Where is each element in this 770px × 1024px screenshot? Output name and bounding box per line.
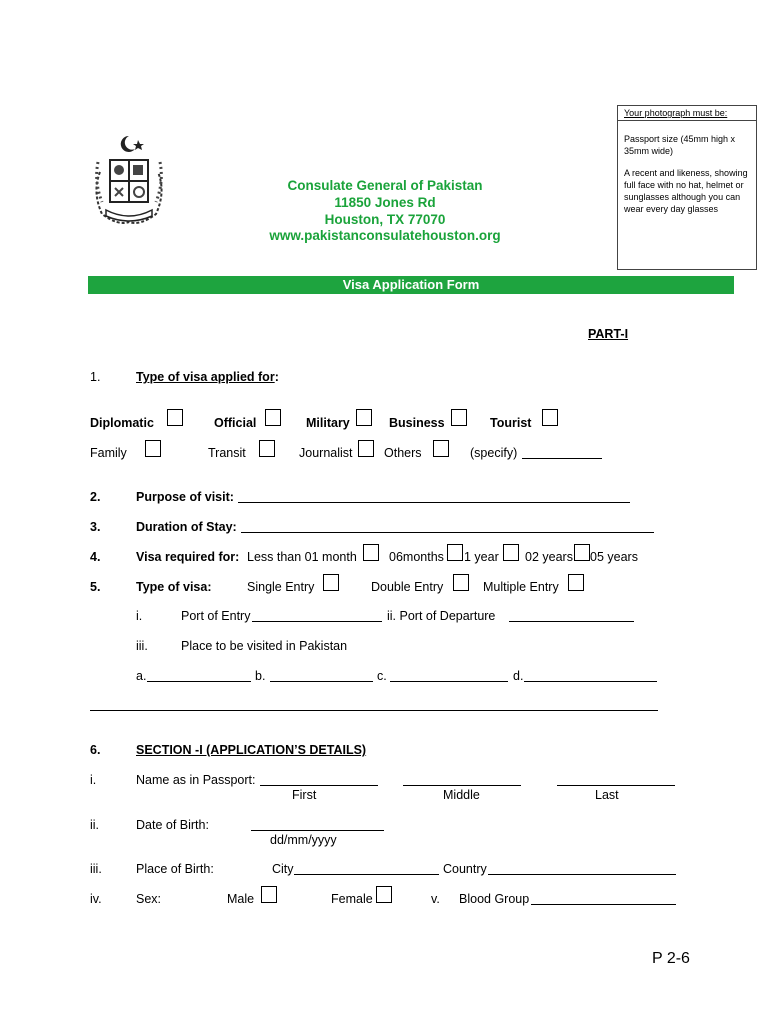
q3-number: 3. <box>90 520 101 534</box>
visa-type-journalist-label: Journalist <box>299 446 353 460</box>
visa-type-family-checkbox[interactable] <box>145 440 161 457</box>
visa-required-for-label: Visa required for: <box>136 550 240 564</box>
last-name-field[interactable] <box>557 785 675 786</box>
visa-type-official-checkbox[interactable] <box>265 409 281 426</box>
q6-iv-number: iv. <box>90 892 102 906</box>
visa-type-diplomatic-label: Diplomatic <box>90 416 154 430</box>
consulate-city: Houston, TX 77070 <box>324 212 446 227</box>
sex-female-label: Female <box>331 892 373 906</box>
q6-ii-number: ii. <box>90 818 100 832</box>
duration-less-than-1-month-checkbox[interactable] <box>363 544 379 561</box>
blood-group-label: Blood Group <box>459 892 530 906</box>
birth-country-label: Country <box>443 862 487 876</box>
place-of-birth-label: Place of Birth: <box>136 862 214 876</box>
last-name-caption: Last <box>595 788 619 802</box>
q6-iii-number: iii. <box>90 862 102 876</box>
multiple-entry-label: Multiple Entry <box>483 580 559 594</box>
q1-number: 1. <box>90 370 101 384</box>
double-entry-checkbox[interactable] <box>453 574 469 591</box>
photo-box-header: Your photograph must be: <box>618 106 756 121</box>
q2-number: 2. <box>90 490 101 504</box>
birth-city-label: City <box>272 862 294 876</box>
photo-requirement-likeness: A recent and likeness, showing full face with no hat, helmet or sunglasses although you can wear every day glasses <box>624 168 748 214</box>
part-label: PART-I <box>588 327 629 341</box>
q1-colon: : <box>274 370 279 384</box>
photo-requirement-size: Passport size (45mm high x 35mm wide) <box>624 134 736 156</box>
port-of-departure-field[interactable] <box>509 621 634 622</box>
consulate-street: 11850 Jones Rd <box>334 195 436 210</box>
duration-2-years-label: 02 years <box>525 550 573 564</box>
duration-less-than-1-month-label: Less than 01 month <box>247 550 357 564</box>
type-of-visa-label: Type of visa: <box>136 580 212 594</box>
duration-6-months-label: 06months <box>389 550 444 564</box>
visa-type-transit-label: Transit <box>208 446 246 460</box>
birth-city-field[interactable] <box>294 874 439 875</box>
visa-type-diplomatic-checkbox[interactable] <box>167 409 183 426</box>
blood-group-field[interactable] <box>531 904 676 905</box>
visa-type-others-label: Others <box>384 446 422 460</box>
date-of-birth-field[interactable] <box>251 830 384 831</box>
q1-heading <box>136 370 279 384</box>
duration-of-stay-field[interactable] <box>241 532 654 533</box>
visa-type-others-checkbox[interactable] <box>433 440 449 457</box>
single-entry-checkbox[interactable] <box>323 574 339 591</box>
visa-type-business-checkbox[interactable] <box>451 409 467 426</box>
q5-i-number: i. <box>136 609 143 623</box>
duration-of-stay-label: Duration of Stay: <box>136 520 237 534</box>
duration-6-months-checkbox[interactable] <box>447 544 463 561</box>
q6-number: 6. <box>90 743 101 757</box>
visa-type-transit-checkbox[interactable] <box>259 440 275 457</box>
place-a-label: a. <box>136 669 147 683</box>
place-d-field[interactable] <box>524 681 657 682</box>
birth-country-field[interactable] <box>488 874 676 875</box>
duration-2-years-checkbox[interactable] <box>574 544 590 561</box>
sex-male-checkbox[interactable] <box>261 886 277 903</box>
port-of-departure-label: ii. Port of Departure <box>387 609 496 623</box>
place-d-label: d. <box>513 669 524 683</box>
sex-male-label: Male <box>227 892 255 906</box>
q6-v-number: v. <box>431 892 440 906</box>
visa-type-journalist-checkbox[interactable] <box>358 440 374 457</box>
consulate-website: www.pakistanconsulatehouston.org <box>269 228 501 243</box>
middle-name-caption: Middle <box>443 788 480 802</box>
first-name-caption: First <box>292 788 317 802</box>
visa-type-military-label: Military <box>306 416 350 430</box>
photo-box <box>617 105 757 270</box>
date-of-birth-format: dd/mm/yyyy <box>270 833 337 847</box>
visa-type-family-label: Family <box>90 446 127 460</box>
consulate-name: Consulate General of Pakistan <box>287 178 483 193</box>
purpose-of-visit-label: Purpose of visit: <box>136 490 234 504</box>
form-title-banner: Visa Application Form <box>88 276 734 294</box>
duration-1-year-checkbox[interactable] <box>503 544 519 561</box>
visa-type-official-label: Official <box>214 416 257 430</box>
port-of-entry-label: Port of Entry <box>181 609 251 623</box>
q5-iii-number: iii. <box>136 639 148 653</box>
visa-type-specify-field[interactable] <box>522 458 602 459</box>
multiple-entry-checkbox[interactable] <box>568 574 584 591</box>
duration-1-year-label: 1 year <box>464 550 499 564</box>
visa-type-tourist-label: Tourist <box>490 416 532 430</box>
middle-name-field[interactable] <box>403 785 521 786</box>
q4-number: 4. <box>90 550 101 564</box>
state-emblem-logo <box>88 132 170 228</box>
place-b-label: b. <box>255 669 266 683</box>
visa-type-tourist-checkbox[interactable] <box>542 409 558 426</box>
places-extra-field[interactable] <box>90 710 658 711</box>
first-name-field[interactable] <box>260 785 378 786</box>
q6-i-number: i. <box>90 773 97 787</box>
section-1-heading: SECTION -I (APPLICATION’S DETAILS) <box>136 743 367 757</box>
visa-type-military-checkbox[interactable] <box>356 409 372 426</box>
q5-number: 5. <box>90 580 101 594</box>
sex-female-checkbox[interactable] <box>376 886 392 903</box>
visa-type-business-label: Business <box>389 416 445 430</box>
name-as-in-passport-label: Name as in Passport: <box>136 773 256 787</box>
place-c-label: c. <box>377 669 387 683</box>
double-entry-label: Double Entry <box>371 580 444 594</box>
place-c-field[interactable] <box>390 681 508 682</box>
page-number: P 2-6 <box>652 950 690 967</box>
place-a-field[interactable] <box>147 681 251 682</box>
place-b-field[interactable] <box>270 681 373 682</box>
purpose-of-visit-field[interactable] <box>238 502 630 503</box>
date-of-birth-label: Date of Birth: <box>136 818 209 832</box>
port-of-entry-field[interactable] <box>252 621 382 622</box>
q1-label: Type of visa applied for <box>136 370 275 384</box>
visa-type-specify-label: (specify) <box>470 446 518 460</box>
places-to-visit-label: Place to be visited in Pakistan <box>181 639 348 653</box>
single-entry-label: Single Entry <box>247 580 315 594</box>
duration-5-years-label: 05 years <box>590 550 638 564</box>
sex-label: Sex: <box>136 892 162 906</box>
